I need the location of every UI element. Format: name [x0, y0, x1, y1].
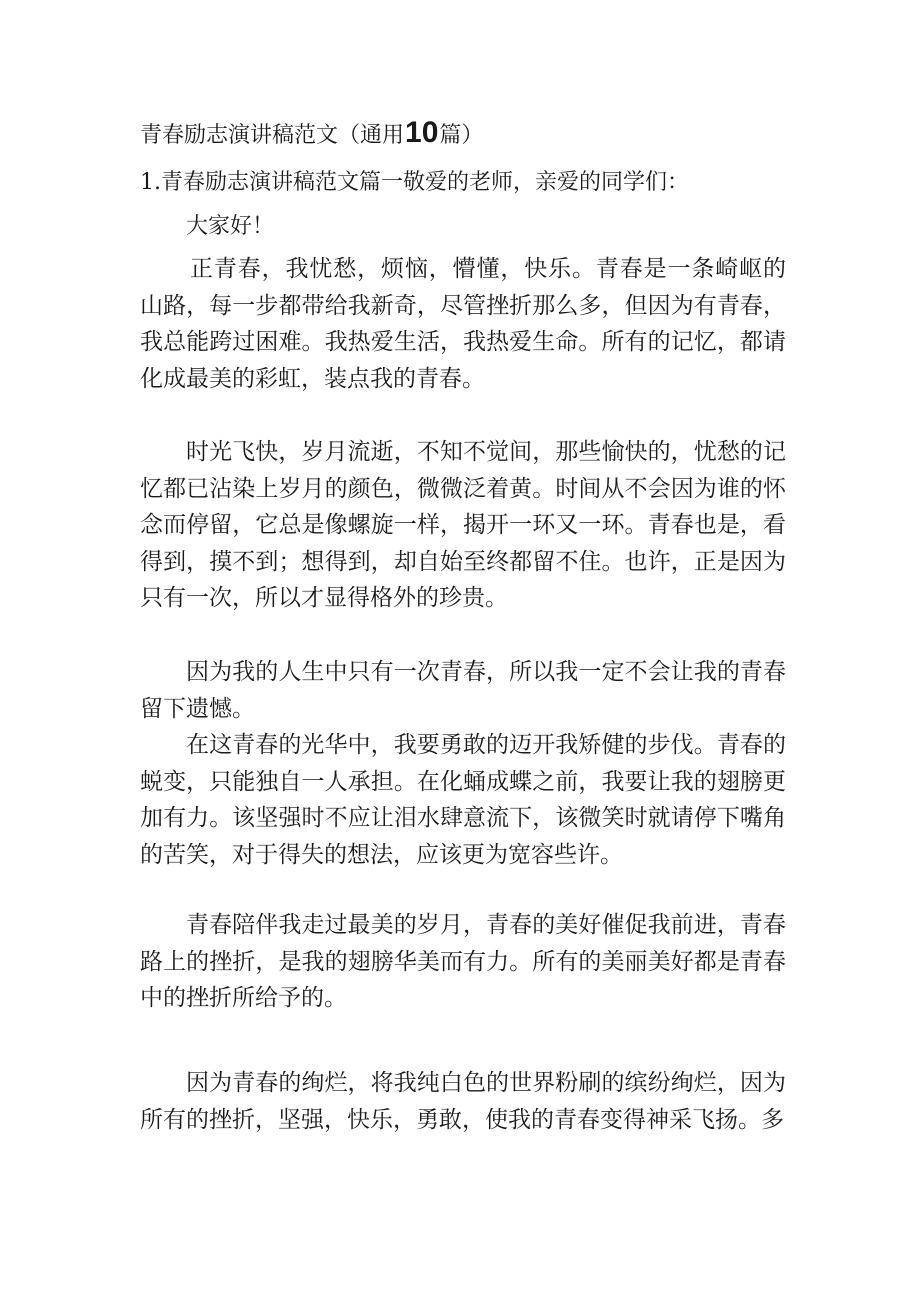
paragraph: 因为青春的绚烂，将我纯白色的世界粉刷的缤纷绚烂，因为所有的挫折，坚强，快乐，勇敢，使我的青春变得神采飞扬。多 — [140, 1070, 786, 1133]
greeting: 大家好！ — [186, 214, 275, 239]
title-number: 10 — [405, 116, 439, 149]
paragraph: 在这青春的光华中，我要勇敢的迈开我矫健的步伐。青春的蜕变，只能独自一人承担。在化蛹成蝶之前，我要让我的翅膀更加有力。该坚强时不应让泪水肆意流下，该微笑时就请停下嘴角的苦笑，对于得失的想法，应该更为宽容些许。 — [140, 732, 786, 868]
paragraph: 正青春，我忧愁，烦恼，懵懂，快乐。青春是一条崎岖的山路，每一步都带给我新奇，尽管挫折那么多，但因为有青春，我总能跨过困难。我热爱生活，我热爱生命。所有的记忆，都请化成最美的彩虹，装点我的青春。 — [140, 256, 786, 392]
paragraph: 时光飞快，岁月流逝，不知不觉间，那些愉快的，忧愁的记忆都已沾染上岁月的颜色，微微泛着黄。时间从不会因为谁的怀念而停留，它总是像螺旋一样，揭开一环又一环。青春也是，看得到，摸不到；想得到，却自始至终都留不住。也许，正是因为只有一次，所以才显得格外的珍贵。 — [140, 439, 786, 611]
title-prefix: 青春励志演讲稿范文（通用 — [140, 123, 405, 148]
document-title — [140, 116, 483, 153]
title-suffix: 篇） — [439, 123, 484, 148]
paragraph: 因为我的人生中只有一次青春，所以我一定不会让我的青春留下遗憾。 — [140, 659, 786, 722]
article-heading: 1.青春励志演讲稿范文篇一敬爱的老师，亲爱的同学们： — [140, 170, 689, 195]
paragraph: 青春陪伴我走过最美的岁月，青春的美好催促我前进，青春路上的挫折，是我的翅膀华美而有力。所有的美丽美好都是青春中的挫折所给予的。 — [140, 912, 786, 1011]
